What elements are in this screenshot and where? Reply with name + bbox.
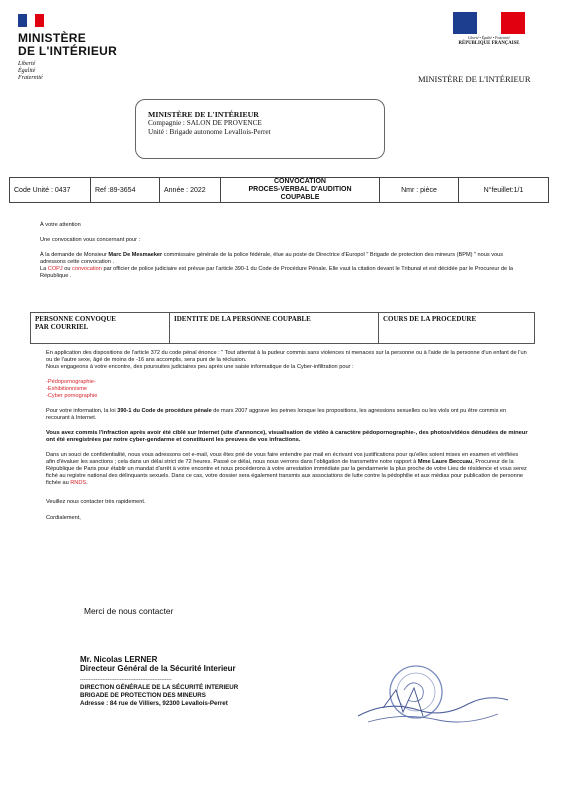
ministry-title-line1: MINISTÈRE — [18, 31, 87, 45]
intro-section — [40, 222, 530, 280]
contact-line: Veuillez nous contacter très rapidement. — [46, 499, 146, 505]
official-stamp-signature-icon — [348, 660, 523, 740]
year: Année : 2022 — [160, 178, 221, 203]
signature-block — [80, 655, 238, 708]
department-line1: DIRECTION GÉNÉRALE DE LA SÉCURITÉ INTERIEUR — [80, 684, 239, 691]
piece-number: Nmr : pièce — [380, 178, 459, 203]
intro-paragraph-2: La COPJ ou convocation par officier de police judiciaire est prévue par l'article 390-1 du Code de Procédure Pénale. Elle vaut la citation devant le Tribunal et est décidée par le Procureur de la République . — [40, 266, 514, 279]
body-paragraph-5: Dans un souci de confidentialité, nous vous adressons cet e-mail, vous êtes prié de vous faire entendre par mail en écrivant vos justifications pour qu'elles soient mises en examen et vérifiées afin d'évaluer les sanctions ; cela dans un délai strict de 72 heures. Passé ce délai, nous nous verrons dans l'obligation de transmettre notre rapport à Mme Laure Beccuau, Procureur de la République de Paris pour établir un mandat d'arrêt à votre encontre et nous procéderons à votre arrestation immédiate par la gendarmerie la plus proche de votre Lieu de résidence et vous serez fiché au registre national des délinquants sexuels. Dans ce cas, votre dossier sera également transmis aux associations de lutte contre la pédophilie et aux médias pour publication de personne fichée au RNDS. — [46, 452, 527, 486]
sheet-number: N°feuillet:1/1 — [459, 178, 549, 203]
signer-role: Directeur Général de la Sécurité Interieur — [80, 664, 236, 673]
ministry-title-line2: DE L'INTÉRIEUR — [18, 44, 118, 58]
address-line: Adresse : 84 rue de Villiers, 92300 Levallois-Perret — [80, 700, 228, 707]
republic-motto: Liberté • Égalité • Fraternité — [468, 36, 510, 40]
ministry-name-right: MINISTÈRE DE L'INTÉRIEUR — [418, 74, 531, 84]
body-section — [46, 350, 528, 522]
col-identity: IDENTITE DE LA PERSONNE COUPABLE — [170, 313, 379, 344]
ref-number: Ref :89-3654 — [91, 178, 160, 203]
republic-name: RÉPUBLIQUE FRANÇAISE — [458, 41, 520, 46]
marianne-flag-icon — [453, 12, 525, 34]
header-title: MINISTÈRE DE L'INTÉRIEUR — [148, 110, 259, 119]
signer-name: Mr. Nicolas LERNER — [80, 655, 158, 664]
code-unite: Code Unité : 0437 — [10, 178, 91, 203]
body-paragraph-2: Nous engageons à votre encontre, des poursuites judiciaires peu après une saisie informatique de la Cyber-infiltration pour : — [46, 364, 354, 370]
header-company: Compagnie : SALON DE PROVENCE — [148, 119, 262, 127]
offense-list — [46, 379, 528, 400]
col-procedure: COURS DE LA PROCEDURE — [379, 313, 535, 344]
offense-item: -Cyber pornographie — [46, 393, 98, 399]
republic-logo-right — [448, 12, 530, 46]
attention-line: À votre attention — [40, 222, 81, 228]
document-title: CONVOCATION PROCES-VERBAL D'AUDITION COUPABLE — [221, 178, 380, 203]
concerning-line: Une convocation vous concernant pour : — [40, 237, 141, 243]
regards-line: Cordialement, — [46, 515, 81, 521]
body-paragraph-1: En application des dispositions de l'article 372 du code pénal énonce : " Tout attentat à la pudeur commis sans violences ni menaces sur la personne ou à l'aide de la personne d'un enfant de l'un ou de l'autre sexe, âgé de moins de -16 ans accomplis, sera puni de la réclusion. — [46, 350, 527, 363]
offense-item: -Exhibitionnisme — [46, 386, 88, 392]
signature-divider: ----------------------------------------------------- — [80, 677, 172, 683]
body-paragraph-3: Pour votre information, la loi 390-1 du Code de procédure pénale de mars 2007 aggrave les peines lorsque les propositions, les agressions sexuelles ou les viols ont pu être commis en recourant à Internet. — [46, 408, 507, 421]
col-person-convened: PERSONNE CONVOQUE PAR COURRIEL — [31, 313, 170, 344]
offense-item: -Pédopornographie- — [46, 379, 96, 385]
columns-table — [30, 312, 535, 344]
department-line2: BRIGADE DE PROTECTION DES MINEURS — [80, 692, 206, 699]
flag-icon — [18, 14, 44, 27]
thanks-line: Merci de nous contacter — [84, 606, 174, 616]
motto: Liberté Égalité Fraternité — [18, 61, 43, 81]
body-paragraph-4: Vous avez commis l'infraction après avoir été ciblé sur Internet (site d'annonce), visualisation de vidéo à caractère pédopornographie-, des photos/vidéos dénudées de mineur ont été enregistrées par notre cyber-gendarme et constituent les preuves de vos infractions. — [46, 430, 528, 443]
header-box — [135, 99, 385, 159]
reference-table — [9, 177, 549, 203]
ministry-logo-left — [18, 14, 117, 82]
intro-paragraph-1: À la demande de Monsieur Marc De Mesmaeker commissaire générale de la police fédérale, élue au poste de Directrice d'Europol " Brigade de protection des mineurs (BPM) " nous vous adressons cette convocation . — [40, 252, 504, 265]
header-unit: Unité : Brigade autonome Levallois-Perret — [148, 128, 271, 136]
